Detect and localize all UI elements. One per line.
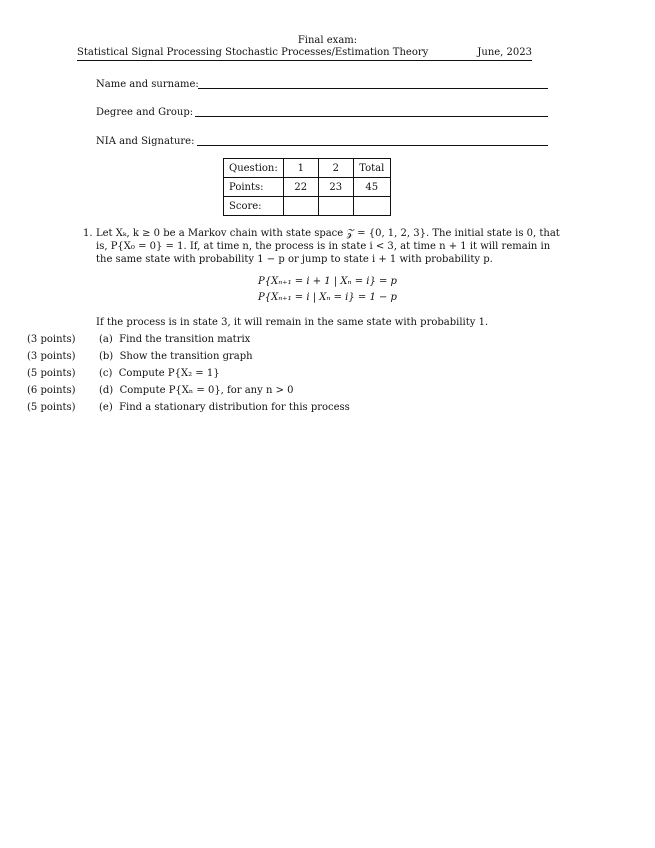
table-cell: 2 <box>318 159 353 178</box>
part-text: Show the transition graph <box>119 351 253 362</box>
table-cell: Score: <box>224 197 284 216</box>
part-label: (e) <box>99 402 113 413</box>
name-field-label: Name and surname: <box>96 79 199 90</box>
part-points: (3 points) <box>27 334 76 345</box>
nia-field-label: NIA and Signature: <box>96 136 195 147</box>
name-field-line[interactable] <box>198 88 548 89</box>
part-item <box>99 351 253 362</box>
part-text: Find the transition matrix <box>119 334 251 345</box>
score-entry-cell[interactable] <box>283 197 318 216</box>
part-item <box>99 402 350 413</box>
score-table-score-row <box>224 197 391 216</box>
course-name: Statistical Signal Processing Stochastic Processes/Estimation Theory <box>77 47 429 58</box>
part-points: (6 points) <box>27 385 76 396</box>
part-text: Find a stationary distribution for this process <box>119 402 350 413</box>
nia-field-line[interactable] <box>197 145 548 146</box>
table-cell: Points: <box>224 178 284 197</box>
score-table <box>223 158 391 216</box>
part-item <box>99 385 294 396</box>
score-table-points-row <box>224 178 391 197</box>
table-cell: Question: <box>224 159 284 178</box>
part-label: (b) <box>99 351 114 362</box>
header-rule <box>77 60 532 61</box>
part-item <box>99 334 250 345</box>
part-label: (a) <box>99 334 113 345</box>
part-label: (c) <box>99 368 113 379</box>
question-text-line: the same state with probability 1 − p or jump to state i + 1 with probability p. <box>96 254 493 265</box>
exam-date: June, 2023 <box>477 47 532 58</box>
table-cell: 22 <box>283 178 318 197</box>
degree-field-label: Degree and Group: <box>96 107 194 118</box>
part-text: Compute P{X₂ = 1} <box>118 368 220 379</box>
exam-title: Final exam: <box>297 35 358 46</box>
score-entry-cell[interactable] <box>318 197 353 216</box>
table-cell: 23 <box>318 178 353 197</box>
degree-field-line[interactable] <box>195 116 548 117</box>
equation: P{Xₙ₊₁ = i | Xₙ = i} = 1 − p <box>258 292 397 303</box>
score-table-header-row <box>224 159 391 178</box>
question-note: If the process is in state 3, it will remain in the same state with probability 1. <box>96 317 489 328</box>
part-label: (d) <box>99 385 114 396</box>
part-points: (3 points) <box>27 351 76 362</box>
score-entry-cell[interactable] <box>353 197 390 216</box>
part-points: (5 points) <box>27 368 76 379</box>
table-cell: 45 <box>353 178 390 197</box>
table-cell: Total <box>353 159 390 178</box>
table-cell: 1 <box>283 159 318 178</box>
part-text: Compute P{Xₙ = 0}, for any n > 0 <box>119 385 294 396</box>
part-item <box>99 368 220 379</box>
part-points: (5 points) <box>27 402 76 413</box>
question-number: 1. <box>83 228 93 239</box>
question-text-line: is, P{X₀ = 0} = 1. If, at time n, the process is in state i < 3, at time n + 1 it will remain in <box>96 241 551 252</box>
equation: P{Xₙ₊₁ = i + 1 | Xₙ = i} = p <box>258 276 397 287</box>
question-text-line: Let Xₖ, k ≥ 0 be a Markov chain with state space 𝒵 = {0, 1, 2, 3}. The initial state is 0, that <box>96 228 560 239</box>
